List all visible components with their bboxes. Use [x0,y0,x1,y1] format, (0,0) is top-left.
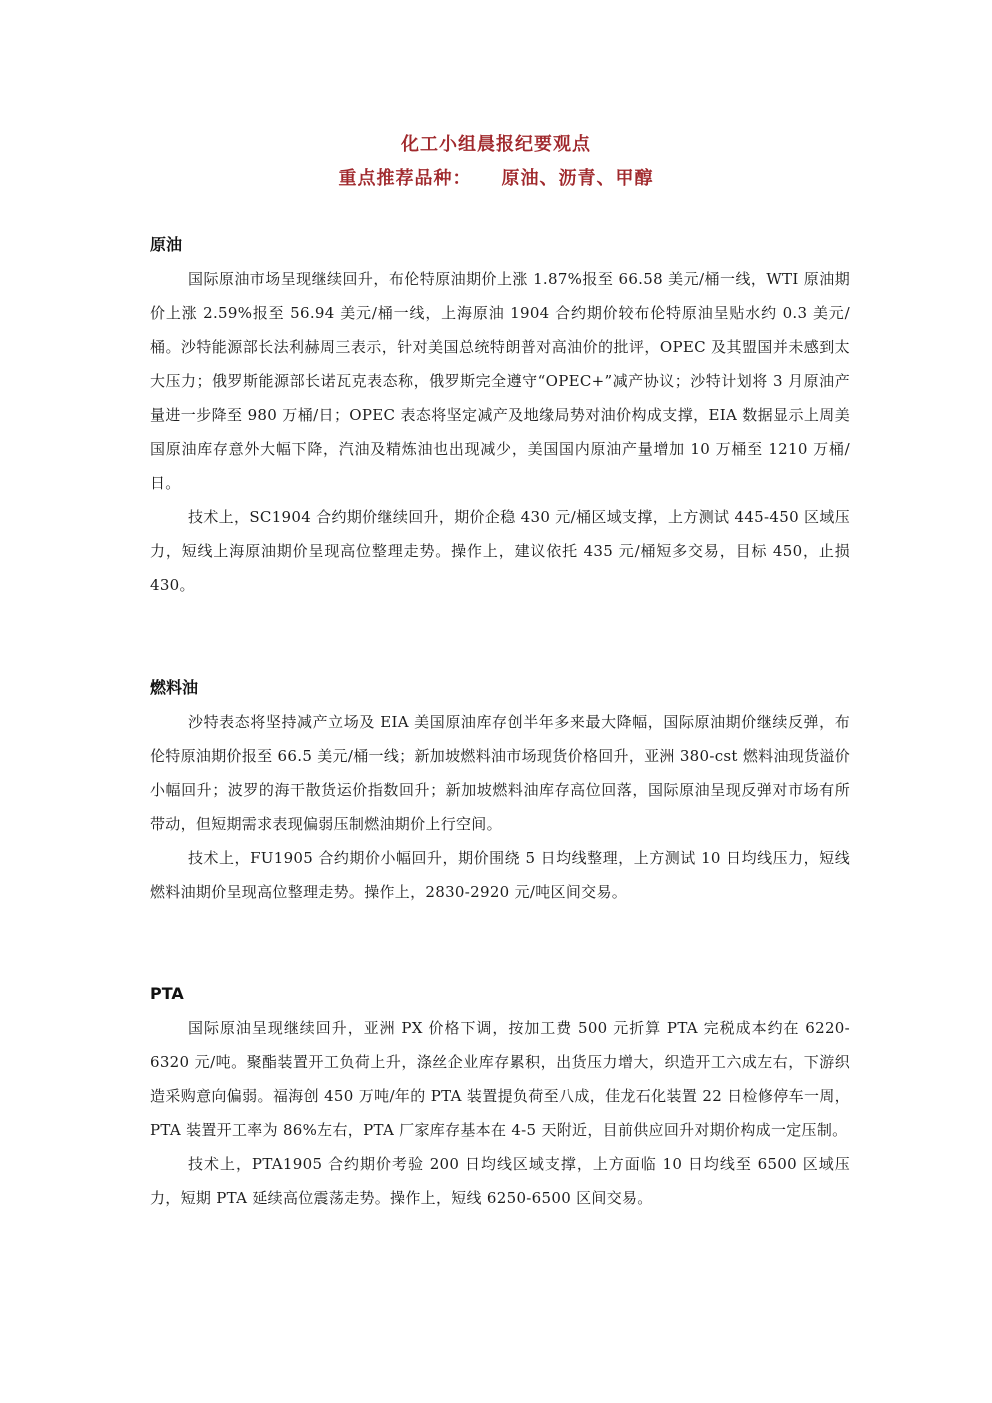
section-heading: 原油 [150,235,183,254]
section-heading: 燃料油 [150,678,199,697]
section-heading: PTA [150,984,184,1003]
section-paragraph: 技术上，PTA1905 合约期价考验 200 日均线区域支撑，上方面临 10 日均线至 6500 区域压力，短期 PTA 延续高位震荡走势。操作上，短线 6250-6500 区间交易。 [150,1155,850,1207]
report-header [0,128,992,196]
section-fuel-oil [150,671,850,909]
section-paragraph: 技术上，FU1905 合约期价小幅回升，期价围绕 5 日均线整理，上方测试 10 日均线压力，短线燃料油期价呈现高位整理走势。操作上，2830-2920 元/吨区间交易。 [150,849,850,901]
section-paragraph: 技术上，SC1904 合约期价继续回升，期价企稳 430 元/桶区域支撑，上方测试 445-450 区域压力，短线上海原油期价呈现高位整理走势。操作上，建议依托 435 元/桶短多交易，目标 450，止损 430。 [150,508,850,594]
section-paragraph: 沙特表态将坚持减产立场及 EIA 美国原油库存创半年多来最大降幅，国际原油期价继续反弹，布伦特原油期价报至 66.5 美元/桶一线；新加坡燃料油市场现货价格回升，亚洲 380-cst 燃料油现货溢价小幅回升；波罗的海干散货运价指数回升；新加坡燃料油库存高位回落，国际原油呈现反弹对市场有所带动，但短期需求表现偏弱压制燃油期价上行空间。 [150,713,850,833]
section-paragraph: 国际原油呈现继续回升，亚洲 PX 价格下调，按加工费 500 元折算 PTA 完税成本约在 6220-6320 元/吨。聚酯装置开工负荷上升，涤丝企业库存累积，出货压力增大，织造开工六成左右，下游织造采购意向偏弱。福海创 450 万吨/年的 PTA 装置提负荷至八成，佳龙石化装置 22 日检修停车一周，PTA 装置开工率为 86%左右，PTA 厂家库存基本在 4-5 天附近，目前供应回升对期价构成一定压制。 [150,1019,850,1139]
recommended-items: 原油、沥青、甲醇 [501,168,654,189]
report-title: 化工小组晨报纪要观点 [401,134,591,155]
recommended-varieties [0,162,992,196]
section-paragraph: 国际原油市场呈现继续回升，布伦特原油期价上涨 1.87%报至 66.58 美元/桶一线，WTI 原油期价上涨 2.59%报至 56.94 美元/桶一线，上海原油 1904 合约期价较布伦特原油呈贴水约 0.3 美元/桶。沙特能源部长法利赫周三表示，针对美国总统特朗普对高油价的批评，OPEC 及其盟国并未感到太大压力；俄罗斯能源部长诺瓦克表态称，俄罗斯完全遵守“OPEC+”减产协议；沙特计划将 3 月原油产量进一步降至 980 万桶/日；OPEC 表态将坚定减产及地缘局势对油价构成支撑，EIA 数据显示上周美国原油库存意外大幅下降，汽油及精炼油也出现减少，美国国内原油产量增加 10 万桶至 1210 万桶/日。 [150,270,850,492]
recommended-label: 重点推荐品种： [338,168,472,189]
section-crude-oil [150,228,850,602]
section-pta [150,977,850,1215]
